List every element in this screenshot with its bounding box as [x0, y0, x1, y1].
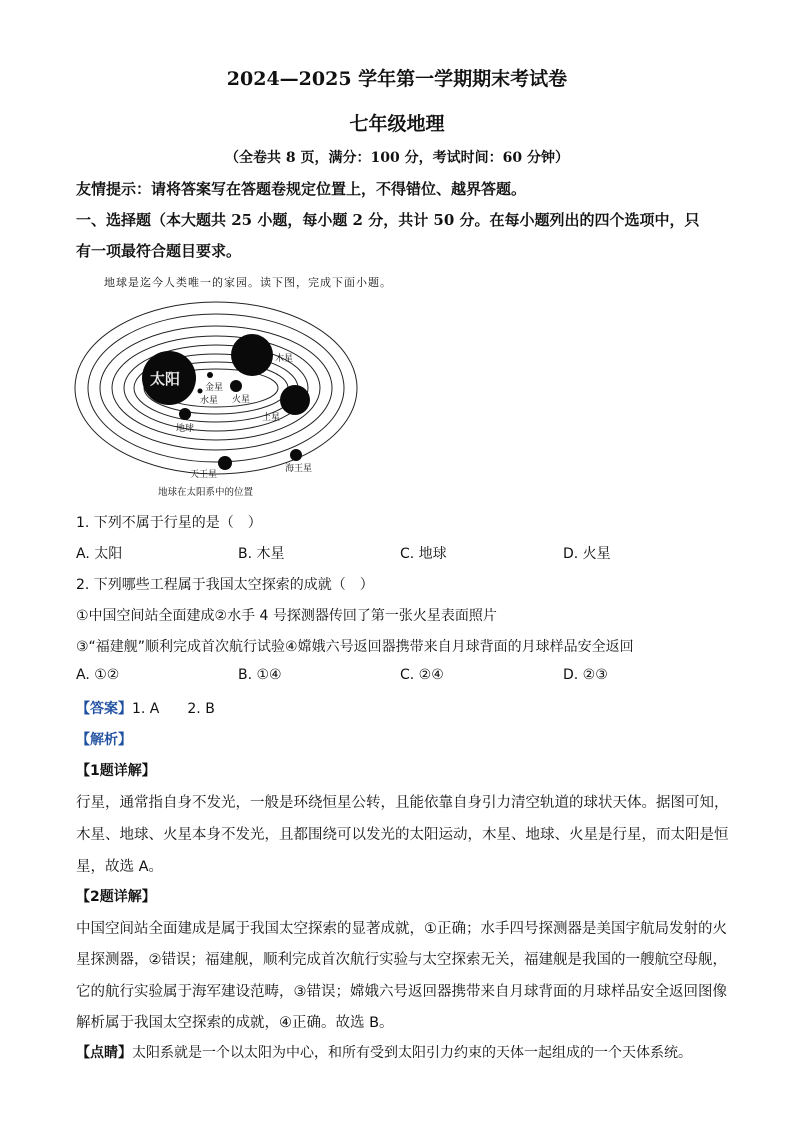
saturn-label: 土星 [262, 413, 281, 423]
detail2-line: 中国空间站全面建成是属于我国太空探索的显著成就，①正确；水手四号探测器是美国宇航局发射的火 [76, 921, 727, 937]
uranus-label: 天王星 [190, 470, 218, 480]
detail2-line: 解析属于我国太空探索的成就，④正确。故选 B。 [76, 1015, 394, 1031]
saturn-icon [280, 385, 310, 415]
exam-title: 2024—2025 学年第一学期期末考试卷 [226, 68, 568, 90]
answer-text: 1. A 2. B [132, 701, 215, 717]
uranus-icon [218, 456, 232, 470]
q1-option-b: B. 木星 [238, 546, 285, 562]
venus-icon [207, 372, 213, 378]
q1-option-c: C. 地球 [400, 546, 447, 562]
neptune-icon [290, 449, 302, 461]
exam-info: （全卷共 8 页，满分：100 分，考试时间：60 分钟） [225, 150, 569, 166]
figure-caption: 地球在太阳系中的位置 [158, 487, 254, 498]
mars-icon [230, 380, 242, 392]
q2-statement-line2: ③“福建舰”顺利完成首次航行试验④嫦娥六号返回器携带来自月球背面的月球样品安全返回 [76, 639, 634, 655]
mars-label: 火星 [232, 395, 251, 405]
answer-label: 【答案】 [76, 701, 132, 717]
section-heading-line2: 有一项最符合题目要求。 [76, 242, 242, 260]
q2-option-d: D. ②③ [563, 667, 608, 683]
detail1-line: 星，故选 A。 [76, 859, 164, 875]
mercury-icon [198, 389, 203, 394]
jupiter-icon [231, 334, 273, 376]
q2-option-a: A. ①② [76, 667, 120, 683]
neptune-label: 海王星 [285, 464, 313, 474]
earth-icon [179, 408, 191, 420]
section-heading-line1: 一、选择题（本大题共 25 小题，每小题 2 分，共计 50 分。在每小题列出的四个选项中，只 [76, 211, 700, 229]
q1-stem: 1. 下列不属于行星的是（ ） [76, 515, 262, 531]
figure-intro: 地球是迄今人类唯一的家园。读下图，完成下面小题。 [104, 276, 392, 289]
notice: 友情提示：请将答案写在答题卷规定位置上，不得错位、越界答题。 [76, 180, 527, 198]
detail1-line: 行星，通常指自身不发光，一般是环绕恒星公转，且能依靠自身引力清空轨道的球状天体。据图可知， [76, 795, 729, 811]
q2-option-c: C. ②④ [400, 667, 444, 683]
solar-system-diagram [74, 292, 364, 504]
q2-option-b: B. ①④ [238, 667, 282, 683]
analysis-label: 【解析】 [76, 732, 132, 748]
q2-stem: 2. 下列哪些工程属于我国太空探索的成就（ ） [76, 577, 374, 593]
jupiter-label: 木星 [275, 354, 294, 364]
earth-label: 地球 [176, 424, 195, 434]
q1-option-d: D. 火星 [563, 546, 611, 562]
detail2-label: 【2题详解】 [76, 889, 156, 905]
tip-label: 【点睛】 [76, 1045, 132, 1061]
detail1-line: 木星、地球、火星本身不发光，且都围绕可以发光的太阳运动，木星、地球、火星是行星，而太阳是恒 [76, 827, 729, 843]
tip-text: 太阳系就是一个以太阳为中心，和所有受到太阳引力约束的天体一起组成的一个天体系统。 [132, 1045, 692, 1061]
venus-label: 金星 [205, 383, 224, 393]
detail2-line: 星探测器，②错误；福建舰，顺利完成首次航行实验与太空探索无关，福建舰是我国的一艘航空母舰， [76, 952, 727, 968]
detail2-line: 它的航行实验属于海军建设范畴，③错误；嫦娥六号返回器携带来自月球背面的月球样品安全返回图像 [76, 984, 727, 1000]
q2-statement-line1: ①中国空间站全面建成②水手 4 号探测器传回了第一张火星表面照片 [76, 608, 497, 624]
sun-label: 太阳 [150, 370, 181, 388]
q1-option-a: A. 太阳 [76, 546, 123, 562]
tip-line [76, 1042, 692, 1062]
mercury-label: 水星 [200, 396, 219, 406]
detail1-label: 【1题详解】 [76, 763, 156, 779]
subject-title: 七年级地理 [349, 113, 445, 135]
answer-line [76, 698, 215, 718]
